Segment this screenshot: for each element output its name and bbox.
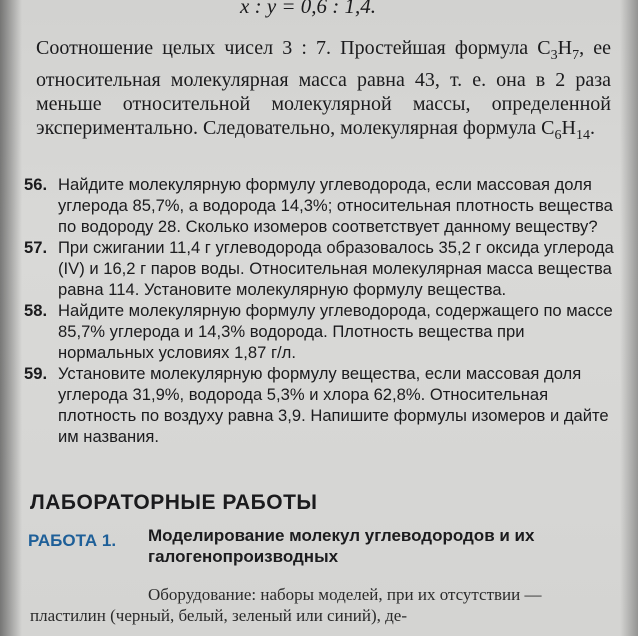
problem-text: Найдите молекулярную формулу углеводорода, содержащего по массе 85,7% углерода и 14,3% водорода. Плотность вещества при нормальных условиях 1,87 г/л. — [58, 301, 613, 362]
intro-text-4: H — [561, 117, 576, 139]
page-shadow-right — [620, 0, 638, 636]
ratio-equation: x : y = 0,6 : 1,4. — [240, 0, 377, 18]
problem-text: При сжигании 11,4 г углеводорода образовалось 35,2 г оксида углерода (IV) и 16,2 г паров воды. Относительная молекулярная масса вещества равна 114. Установите молекулярную формулу вещества. — [58, 238, 614, 299]
problem-number: 56. — [24, 175, 48, 194]
intro-sub-1: 3 — [550, 48, 558, 63]
problem-item — [24, 300, 616, 363]
problem-number: 58. — [24, 301, 48, 320]
intro-sub-2: 7 — [572, 48, 580, 63]
problem-number: 59. — [24, 364, 48, 383]
intro-sub-3: 6 — [554, 128, 562, 143]
page-shadow-left — [0, 0, 22, 636]
intro-sub-4: 14 — [575, 128, 590, 143]
problem-item — [24, 237, 616, 300]
intro-text-2: H — [557, 37, 573, 59]
equipment-text: Оборудование: наборы моделей, при их отсутствии — пластилин (черный, белый, зеленый или синий), де- — [30, 585, 542, 625]
problem-item — [24, 174, 616, 237]
work-label: РАБОТА 1. — [28, 531, 117, 550]
problem-item — [24, 363, 616, 447]
problem-text: Установите молекулярную формулу вещества, если массовая доля углерода 31,9%, водорода 5,3% и хлора 62,8%. Относительная плотность по воздуху равна 3,9. Напишите формулы изомеров и дайте им названия. — [58, 364, 609, 446]
work-title: Моделирование молекул углеводородов и их галогенопроизводных — [148, 526, 535, 566]
intro-text-1: Соотношение целых чисел 3 : 7. Простейшая формула C — [36, 37, 551, 59]
problem-text: Найдите молекулярную формулу углеводорода, если массовая доля углерода 85,7%, а водорода 14,3%; относительная плотность вещества по водороду 28. Сколько изомеров соответствует данному веществу? — [58, 175, 613, 236]
problem-list — [24, 174, 616, 447]
intro-text-3: , ее относительная молекулярная масса равна 43, т. е. она в 2 раза меньше относительной молекулярной массы, определенной экспериментально. Следовательно, молекулярная формула C — [36, 37, 611, 139]
lab-section-heading: ЛАБОРАТОРНЫЕ РАБОТЫ — [30, 491, 318, 514]
intro-paragraph — [36, 36, 611, 148]
intro-text-5: . — [589, 117, 595, 139]
problem-number: 57. — [24, 238, 48, 257]
